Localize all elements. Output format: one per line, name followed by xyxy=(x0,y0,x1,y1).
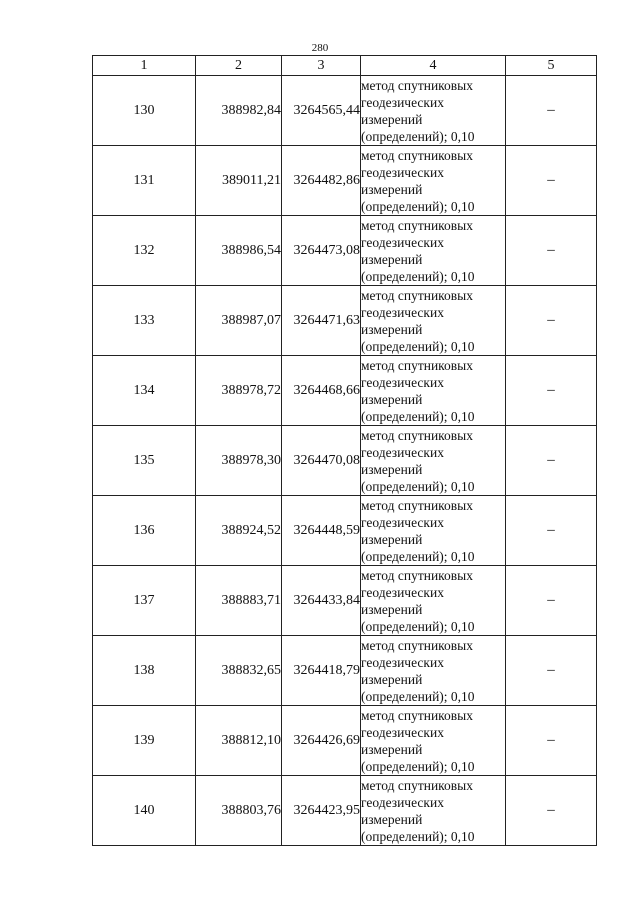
method-line: геодезических xyxy=(361,794,444,810)
table-row xyxy=(93,776,597,846)
method-line: метод спутниковых xyxy=(361,217,473,233)
coordinate-y: 3264448,59 xyxy=(282,496,361,566)
method-line: метод спутниковых xyxy=(361,77,473,93)
method-line: измерений xyxy=(361,251,423,267)
method-line: метод спутниковых xyxy=(361,357,473,373)
method-line: метод спутниковых xyxy=(361,777,473,793)
method-line: измерений xyxy=(361,111,423,127)
method-line: геодезических xyxy=(361,94,444,110)
method-description xyxy=(361,356,506,426)
method-line: измерений xyxy=(361,741,423,757)
table-row xyxy=(93,426,597,496)
method-line: (определений); 0,10 xyxy=(361,198,475,214)
method-description xyxy=(361,566,506,636)
method-line: (определений); 0,10 xyxy=(361,338,475,354)
method-description xyxy=(361,286,506,356)
method-line: измерений xyxy=(361,181,423,197)
method-line: геодезических xyxy=(361,234,444,250)
method-line: измерений xyxy=(361,531,423,547)
coordinate-y: 3264426,69 xyxy=(282,706,361,776)
method-line: геодезических xyxy=(361,654,444,670)
note-value: – xyxy=(506,426,597,496)
header-col-3: 3 xyxy=(282,56,361,76)
note-value: – xyxy=(506,706,597,776)
method-description xyxy=(361,496,506,566)
header-col-5: 5 xyxy=(506,56,597,76)
table-row xyxy=(93,146,597,216)
point-number: 131 xyxy=(93,146,196,216)
method-line: измерений xyxy=(361,601,423,617)
table-row xyxy=(93,496,597,566)
note-value: – xyxy=(506,566,597,636)
table-row xyxy=(93,356,597,426)
method-line: (определений); 0,10 xyxy=(361,408,475,424)
method-description xyxy=(361,426,506,496)
note-value: – xyxy=(506,496,597,566)
coordinate-x: 388987,07 xyxy=(196,286,282,356)
note-value: – xyxy=(506,146,597,216)
header-col-4: 4 xyxy=(361,56,506,76)
method-line: метод спутниковых xyxy=(361,707,473,723)
method-line: (определений); 0,10 xyxy=(361,548,475,564)
coordinate-x: 389011,21 xyxy=(196,146,282,216)
method-line: геодезических xyxy=(361,304,444,320)
method-line: геодезических xyxy=(361,164,444,180)
coordinate-y: 3264471,63 xyxy=(282,286,361,356)
method-line: (определений); 0,10 xyxy=(361,688,475,704)
coordinate-x: 388986,54 xyxy=(196,216,282,286)
method-line: (определений); 0,10 xyxy=(361,268,475,284)
table-body xyxy=(93,76,597,846)
method-line: измерений xyxy=(361,391,423,407)
method-line: (определений); 0,10 xyxy=(361,828,475,844)
coordinate-x: 388812,10 xyxy=(196,706,282,776)
header-col-2: 2 xyxy=(196,56,282,76)
coordinates-table xyxy=(92,55,597,846)
method-description xyxy=(361,636,506,706)
method-line: геодезических xyxy=(361,724,444,740)
note-value: – xyxy=(506,76,597,146)
method-line: (определений); 0,10 xyxy=(361,758,475,774)
table-header xyxy=(93,56,597,76)
method-line: метод спутниковых xyxy=(361,567,473,583)
method-line: геодезических xyxy=(361,514,444,530)
table-row xyxy=(93,76,597,146)
page-number: 280 xyxy=(311,42,329,54)
method-line: измерений xyxy=(361,811,423,827)
method-line: метод спутниковых xyxy=(361,637,473,653)
coordinate-x: 388978,30 xyxy=(196,426,282,496)
note-value: – xyxy=(506,286,597,356)
method-description xyxy=(361,706,506,776)
point-number: 130 xyxy=(93,76,196,146)
method-line: метод спутниковых xyxy=(361,497,473,513)
method-line: метод спутниковых xyxy=(361,287,473,303)
method-description xyxy=(361,216,506,286)
point-number: 140 xyxy=(93,776,196,846)
coordinate-y: 3264470,08 xyxy=(282,426,361,496)
method-line: геодезических xyxy=(361,444,444,460)
method-description xyxy=(361,776,506,846)
coordinate-y: 3264418,79 xyxy=(282,636,361,706)
method-line: измерений xyxy=(361,321,423,337)
method-line: измерений xyxy=(361,461,423,477)
coordinate-x: 388924,52 xyxy=(196,496,282,566)
coordinate-y: 3264423,95 xyxy=(282,776,361,846)
table-row xyxy=(93,216,597,286)
note-value: – xyxy=(506,636,597,706)
coordinate-y: 3264482,86 xyxy=(282,146,361,216)
table-row xyxy=(93,566,597,636)
method-line: измерений xyxy=(361,671,423,687)
coordinate-y: 3264565,44 xyxy=(282,76,361,146)
note-value: – xyxy=(506,776,597,846)
point-number: 132 xyxy=(93,216,196,286)
point-number: 137 xyxy=(93,566,196,636)
point-number: 139 xyxy=(93,706,196,776)
method-line: метод спутниковых xyxy=(361,147,473,163)
table-row xyxy=(93,286,597,356)
method-description xyxy=(361,76,506,146)
coordinate-x: 388883,71 xyxy=(196,566,282,636)
method-description xyxy=(361,146,506,216)
coordinate-x: 388978,72 xyxy=(196,356,282,426)
coordinate-x: 388982,84 xyxy=(196,76,282,146)
point-number: 136 xyxy=(93,496,196,566)
note-value: – xyxy=(506,356,597,426)
method-line: (определений); 0,10 xyxy=(361,478,475,494)
method-line: метод спутниковых xyxy=(361,427,473,443)
method-line: (определений); 0,10 xyxy=(361,618,475,634)
point-number: 134 xyxy=(93,356,196,426)
coordinate-x: 388832,65 xyxy=(196,636,282,706)
method-line: геодезических xyxy=(361,374,444,390)
method-line: геодезических xyxy=(361,584,444,600)
header-row xyxy=(93,56,597,76)
point-number: 135 xyxy=(93,426,196,496)
coordinate-y: 3264468,66 xyxy=(282,356,361,426)
table-row xyxy=(93,636,597,706)
method-line: (определений); 0,10 xyxy=(361,128,475,144)
note-value: – xyxy=(506,216,597,286)
table-row xyxy=(93,706,597,776)
header-col-1: 1 xyxy=(93,56,196,76)
coordinate-y: 3264433,84 xyxy=(282,566,361,636)
point-number: 138 xyxy=(93,636,196,706)
coordinate-x: 388803,76 xyxy=(196,776,282,846)
point-number: 133 xyxy=(93,286,196,356)
coordinate-y: 3264473,08 xyxy=(282,216,361,286)
